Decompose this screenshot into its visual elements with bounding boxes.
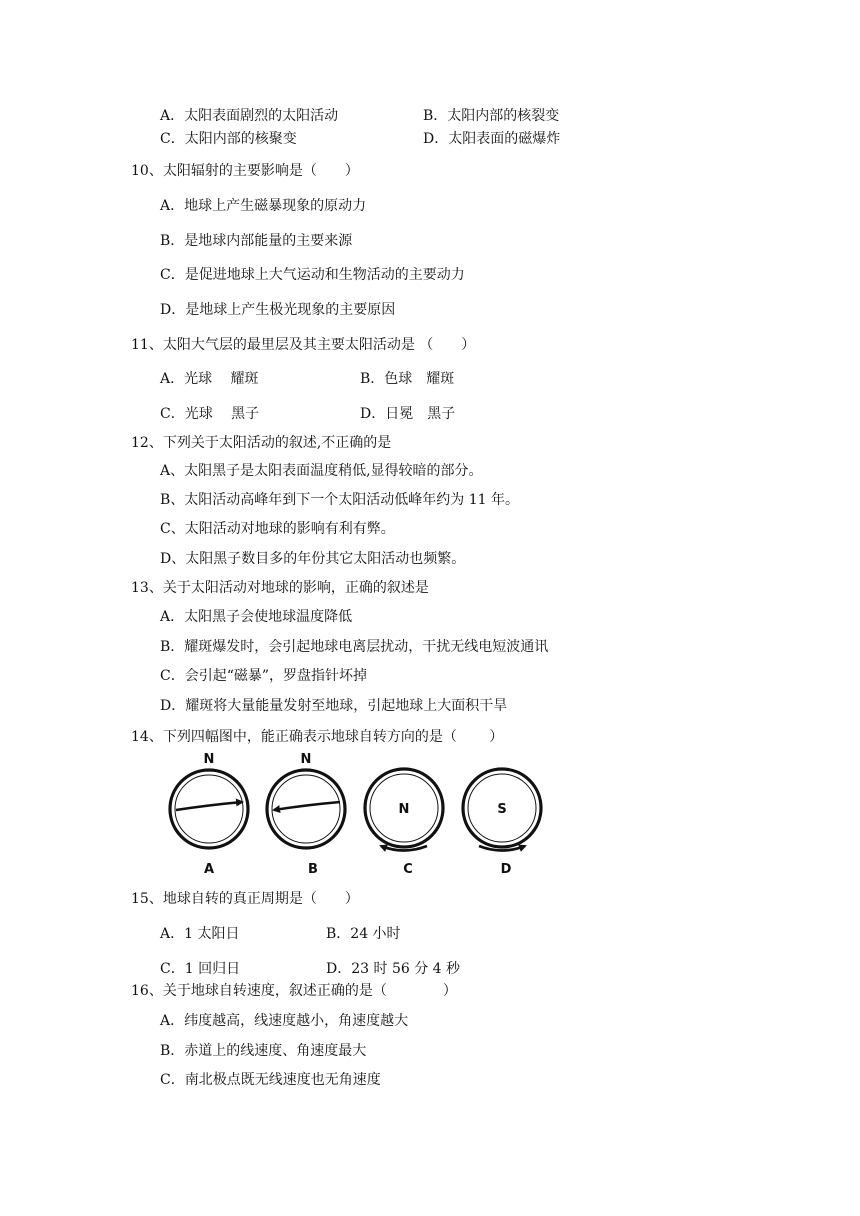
q9-option-d: D．太阳表面的磁爆炸 [423, 131, 561, 147]
q16-option-a: A．纬度越高，线速度越小，角速度越大 [160, 1013, 409, 1029]
q15-option-c: C．1 回归日 [160, 961, 241, 977]
q11-option-c: C．光球 黑子 [160, 406, 260, 422]
q16-option-b: B．赤道上的线速度、角速度最大 [160, 1043, 367, 1059]
q10-stem: 10、太阳辐射的主要影响是（ ） [131, 163, 359, 179]
globe-a-label: A [203, 862, 215, 877]
q10-option-a: A．地球上产生磁暴现象的原动力 [160, 198, 367, 214]
q13-option-c: C．会引起“磁暴”，罗盘指针坏掉 [160, 668, 368, 684]
q16-stem: 16、关于地球自转速度，叙述正确的是（ ） [131, 983, 457, 999]
q15-option-d: D．23 时 56 分 4 秒 [326, 961, 461, 977]
q12-stem: 12、下列关于太阳活动的叙述,不正确的是 [131, 435, 392, 451]
q11-stem: 11、太阳大气层的最里层及其主要太阳活动是 （ ） [131, 337, 476, 353]
globe-b-label: B [308, 862, 318, 877]
q11-option-a: A．光球 耀斑 [160, 371, 259, 387]
q13-option-d: D．耀斑将大量能量发射至地球，引起地球上大面积干旱 [160, 698, 508, 714]
globe-d [463, 769, 541, 877]
q12-option-d: D、太阳黑子数目多的年份其它太阳活动也频繁。 [160, 551, 466, 567]
globe-b-top-label: N [300, 752, 312, 767]
globe-a [170, 752, 248, 877]
q10-option-b: B．是地球内部能量的主要来源 [160, 233, 353, 249]
q12-option-a: A、太阳黑子是太阳表面温度稍低,显得较暗的部分。 [160, 463, 483, 479]
q9-option-a: A．太阳表面剧烈的太阳活动 [160, 108, 339, 124]
earth-rotation-figure [160, 750, 560, 880]
globe-b [267, 752, 345, 877]
globe-d-pole-label: S [497, 802, 507, 817]
q14-stem: 14、下列四幅图中，能正确表示地球自转方向的是（ ） [131, 729, 504, 745]
q10-option-d: D．是地球上产生极光现象的主要原因 [160, 302, 396, 318]
q11-option-d: D．日冕 黑子 [360, 406, 456, 422]
q15-stem: 15、地球自转的真正周期是（ ） [131, 891, 359, 907]
q13-option-a: A．太阳黑子会使地球温度降低 [160, 609, 353, 625]
q15-option-a: A．1 太阳日 [160, 926, 240, 942]
q16-option-c: C．南北极点既无线速度也无角速度 [160, 1072, 381, 1088]
q10-option-c: C．是促进地球上大气运动和生物活动的主要动力 [160, 267, 465, 283]
globe-d-label: D [500, 862, 512, 877]
q13-option-b: B．耀斑爆发时，会引起地球电离层扰动，干扰无线电短波通讯 [160, 639, 549, 655]
q13-stem: 13、关于太阳活动对地球的影响，正确的叙述是 [131, 580, 429, 596]
globe-c [365, 769, 443, 877]
q12-option-b: B、太阳活动高峰年到下一个太阳活动低峰年约为 11 年。 [160, 492, 520, 508]
q9-option-c: C．太阳内部的核聚变 [160, 131, 297, 147]
globe-c-pole-label: N [398, 802, 410, 817]
q9-option-b: B．太阳内部的核裂变 [423, 108, 560, 124]
q15-option-b: B．24 小时 [326, 926, 401, 942]
globe-a-top-label: N [203, 752, 215, 767]
globe-c-label: C [403, 862, 413, 877]
q12-option-c: C、太阳活动对地球的影响有利有弊。 [160, 521, 395, 537]
q11-option-b: B．色球 耀斑 [360, 371, 455, 387]
